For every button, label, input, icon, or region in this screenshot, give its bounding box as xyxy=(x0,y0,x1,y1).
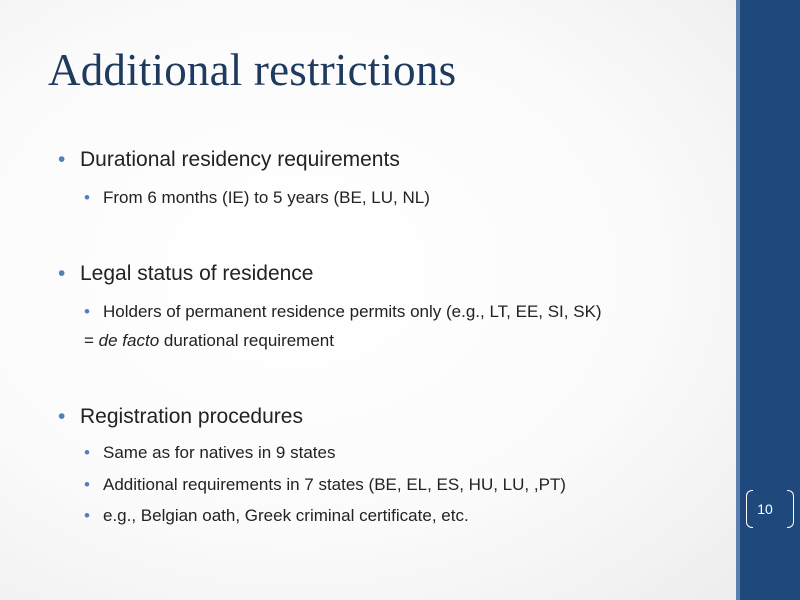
bullet-item xyxy=(58,148,400,172)
bullet-text: Registration procedures xyxy=(80,405,303,428)
bullet-icon: • xyxy=(84,475,90,494)
continuation-line xyxy=(84,331,334,351)
sub-bullet-item xyxy=(84,475,566,495)
bullet-text: Additional requirements in 7 states (BE, EL, ES, HU, LU, ,PT) xyxy=(103,475,566,494)
bullet-item xyxy=(58,405,303,429)
bullet-text: Legal status of residence xyxy=(80,262,314,285)
sub-bullet-item xyxy=(84,506,469,526)
continuation-suffix: durational requirement xyxy=(159,331,334,350)
right-bracket-icon xyxy=(787,490,794,528)
bullet-icon: • xyxy=(84,506,90,525)
bullet-item xyxy=(58,262,313,286)
sub-bullet-item xyxy=(84,302,602,322)
bullet-icon: • xyxy=(58,405,66,428)
bullet-icon: • xyxy=(84,443,90,462)
bullet-text: e.g., Belgian oath, Greek criminal certificate, etc. xyxy=(103,506,469,525)
sub-bullet-item xyxy=(84,188,430,208)
bullet-text: Holders of permanent residence permits only (e.g., LT, EE, SI, SK) xyxy=(103,302,602,321)
bullet-icon: • xyxy=(84,188,90,207)
bullet-text: Durational residency requirements xyxy=(80,148,400,171)
bullet-text: Same as for natives in 9 states xyxy=(103,443,336,462)
bullet-text: From 6 months (IE) to 5 years (BE, LU, NL) xyxy=(103,188,430,207)
sub-bullet-item xyxy=(84,443,335,463)
page-number-badge xyxy=(746,490,796,528)
page-number: 10 xyxy=(757,501,773,517)
bullet-icon: • xyxy=(84,302,90,321)
continuation-italic: de facto xyxy=(98,331,160,350)
continuation-prefix: = xyxy=(84,331,99,350)
bullet-icon: • xyxy=(58,148,66,171)
slide-title: Additional restrictions xyxy=(48,45,457,95)
bullet-icon: • xyxy=(58,262,66,285)
